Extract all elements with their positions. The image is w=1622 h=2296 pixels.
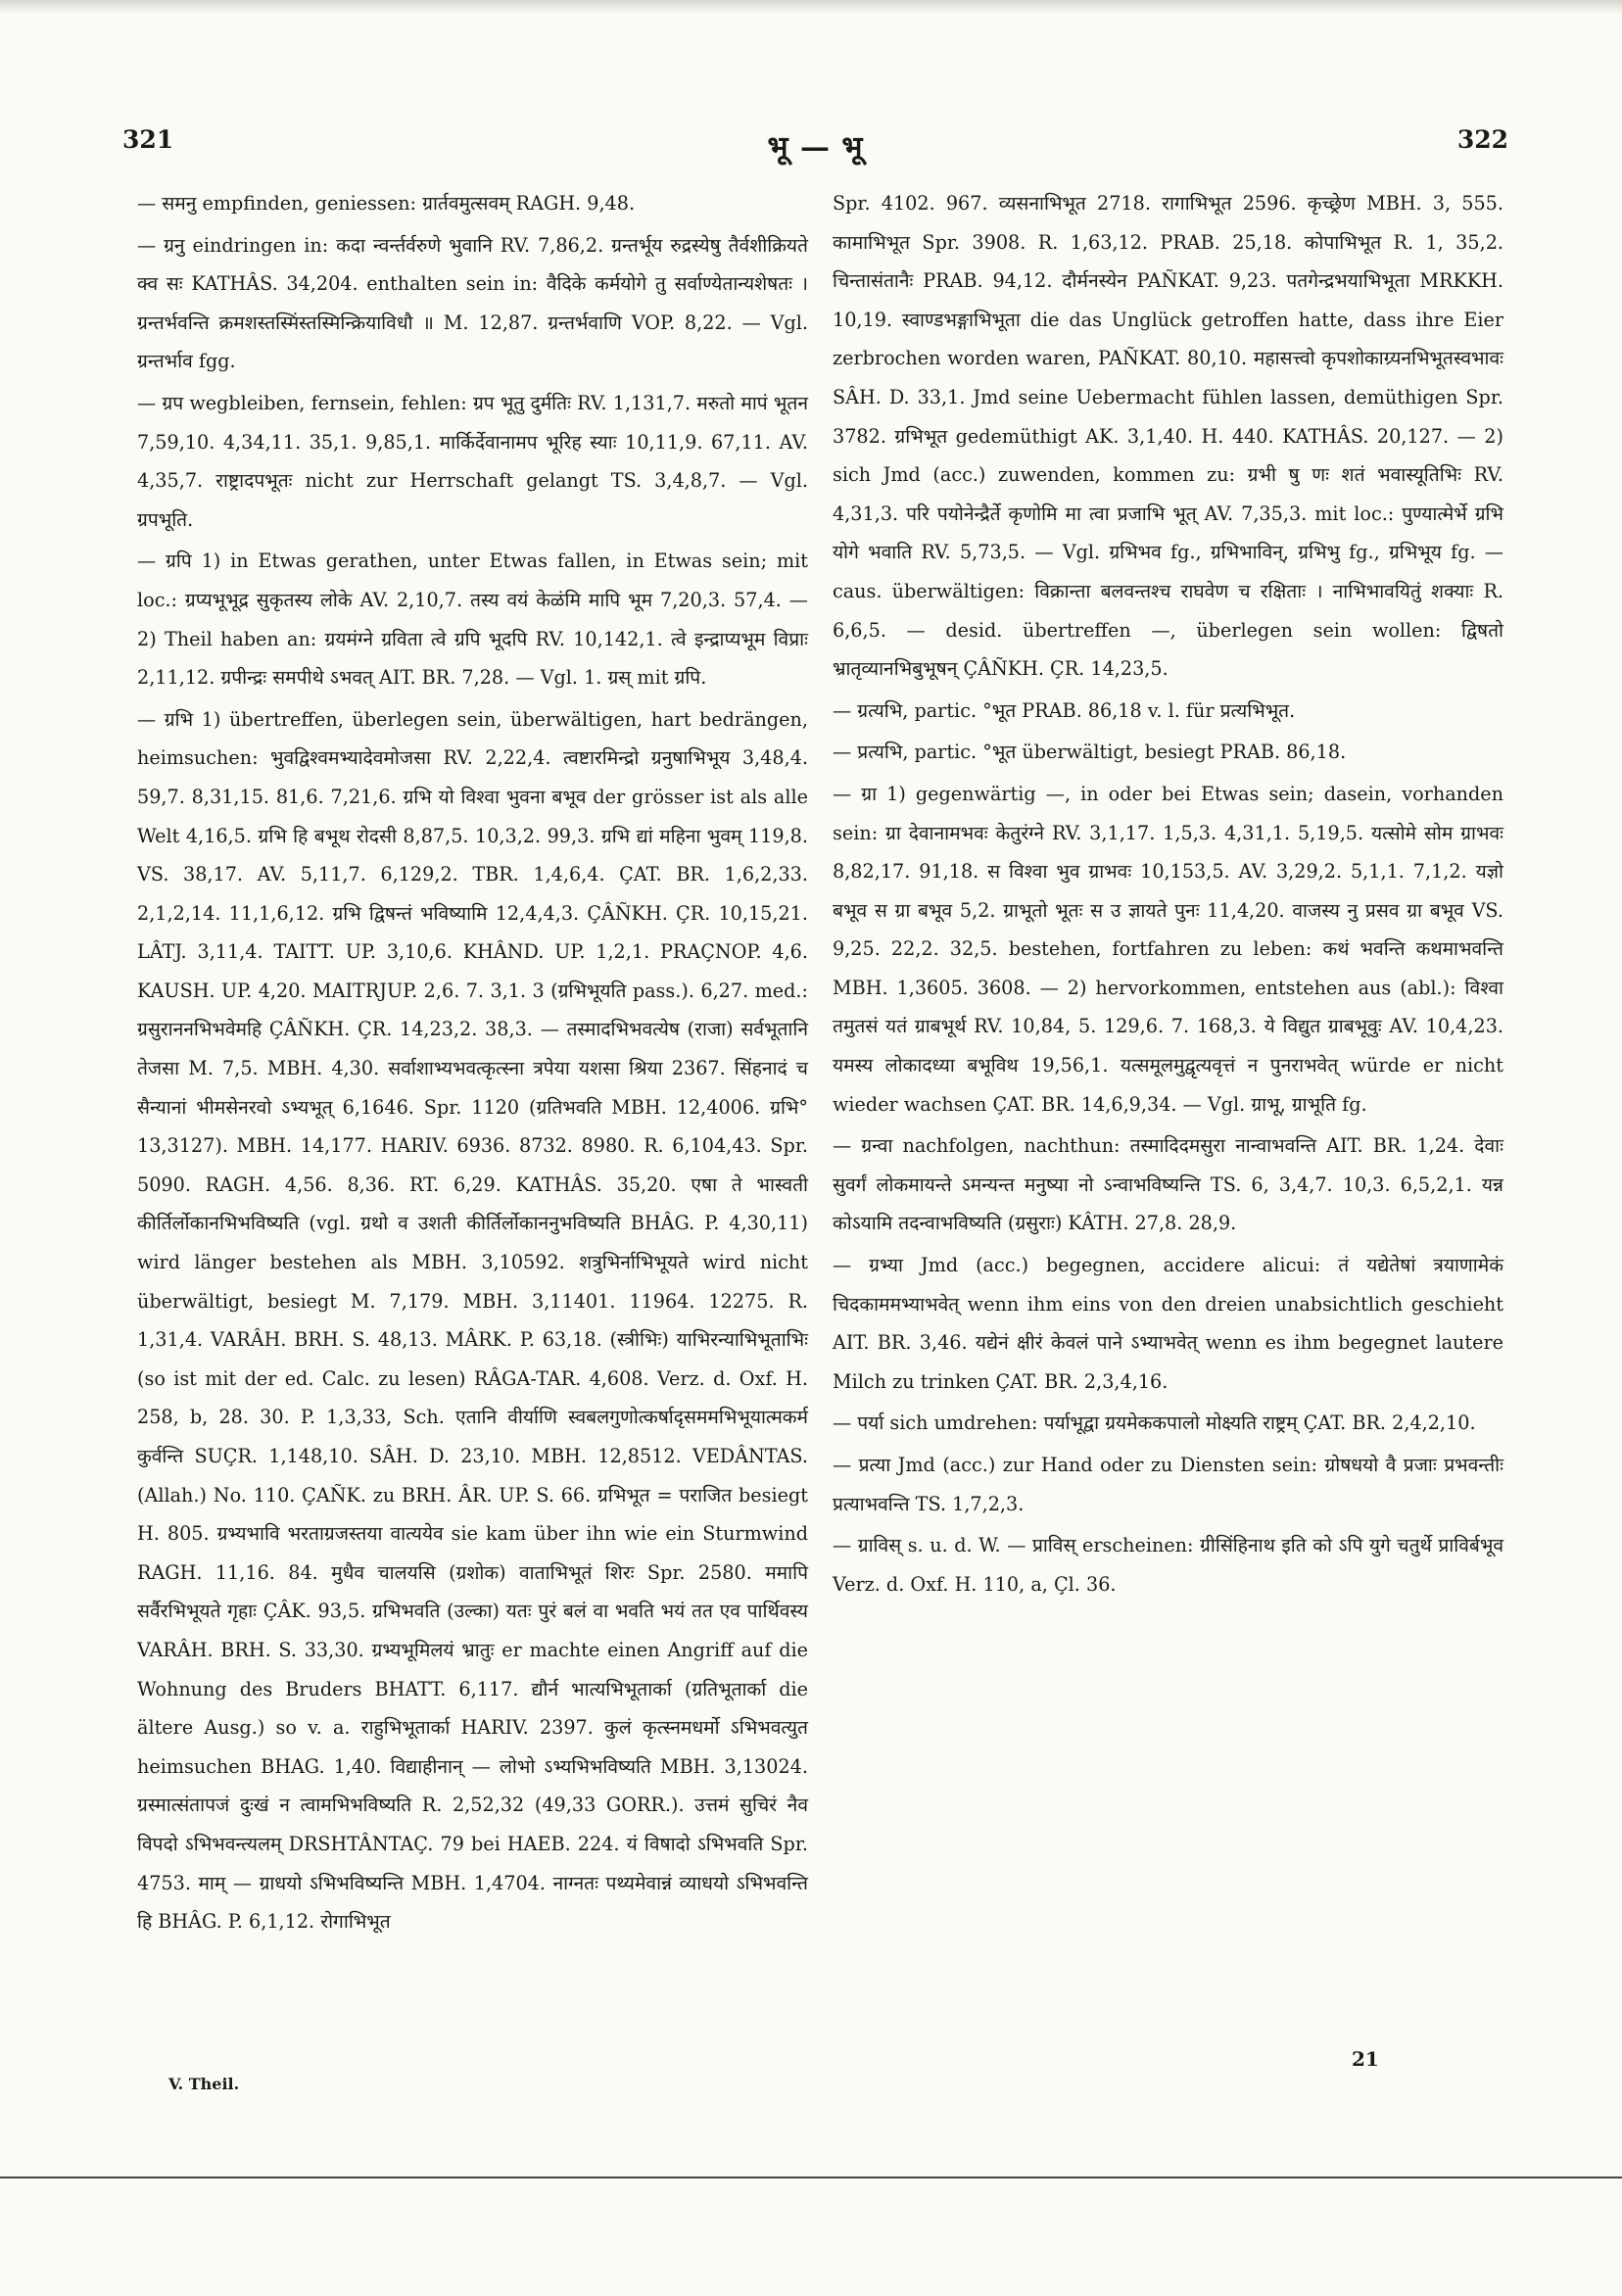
right-paragraph: — ग्रा 1) gegenwärtig —, in oder bei Etwas sein; dasein, vorhanden sein: ग्रा देवानामभवः केतुरंग्ने RV. 3,1,17. 1,5,3. 4,31,1. 5,19,5. यत्सोमे सोम ग्राभवः 8,82,17. 91,18. स विश्वा भुव ग्राभवः 10,153,5. AV. 3,29,2. 5,1,1. 7,1,2. यज्ञो बभूव स ग्रा बभूव 5,2. ग्राभूतो भूतः स उ ज्ञायते पुनः 11,4,20. वाजस्य नु प्रसव ग्रा बभूव VS. 9,25. 22,2. 32,5. bestehen, fortfahren zu leben: कथं भवन्ति कथमाभवन्ति MBH. 1,3605. 3608. — 2) hervorkommen, entstehen aus (abl.): विश्वा तमुतसं यतं ग्राबभूर्थ RV. 10,84, 5. 129,6. 7. 168,3. ये विद्युत ग्राबभूवुः AV. 10,4,23. यमस्य लोकादध्या बभूविथ 19,56,1. यत्समूलमुद्वृत्यवृत्तं न पुनराभवेत् würde er nicht wieder wachsen ÇAT. BR. 14,6,9,34. — Vgl. ग्राभू, ग्राभूति fg. bbox=[833, 782, 1503, 1116]
right-paragraph: — ग्राविस् s. u. d. W. — प्राविस् erscheinen: ग्रीसिंहिनाथ इति को ऽपि युगे चतुर्थे प्राविर्बभूव Verz. d. Oxf. H. 110, a, Çl. 36. bbox=[833, 1534, 1503, 1596]
left-column bbox=[137, 184, 808, 1944]
left-paragraph: — ग्रनु eindringen in: कदा न्वर्न्तर्वरुणे भुवानि RV. 7,86,2. ग्रन्तर्भूय रुद्रस्येषु तैर्वशीक्रियते क्व सः KATHÂS. 34,204. enthalten sein in: वैदिके कर्मयोगे तु सर्वाण्येतान्यशेषतः । ग्रन्तर्भवन्ति क्रमशस्तस्मिंस्तस्मिन्क्रियाविधौ ॥ M. 12,87. ग्रन्तर्भवाणि VOP. 8,22. — Vgl. ग्रन्तर्भाव fgg. bbox=[137, 233, 808, 373]
right-paragraph: — ग्रत्यभि, partic. °भूत PRAB. 86,18 v. l. für प्रत्यभिभूत. bbox=[833, 698, 1296, 722]
left-paragraph: — ग्रभि 1) übertreffen, überlegen sein, überwältigen, hart bedrängen, heimsuchen: भुवद्विश्वमभ्यादेवमोजसा RV. 2,22,4. त्वष्टारमिन्द्रो ग्रनुषाभिभूय 3,48,4. 59,7. 8,31,15. 81,6. 7,21,6. ग्रभि यो विश्वा भुवना बभूव der grösser ist als alle Welt 4,16,5. ग्रभि हि बभूथ रोदसी 8,87,5. 10,3,2. 99,3. ग्रभि द्यां महिना भुवम् 119,8. VS. 38,17. AV. 5,11,7. 6,129,2. TBR. 1,4,6,4. ÇAT. BR. 1,6,2,33. 2,1,2,14. 11,1,6,12. ग्रभि द्विषन्तं भविष्यामि 12,4,4,3. ÇÂÑKH. ÇR. 10,15,21. LÂTJ. 3,11,4. TAITT. UP. 3,10,6. KHÂND. UP. 1,2,1. PRAÇNOP. 4,6. KAUSH. UP. 4,20. MAITRJUP. 2,6. 7. 3,1. 3 (ग्रभिभूयति pass.). 6,27. med.: ग्रसुराननभिभवेमहि ÇÂÑKH. ÇR. 14,23,2. 38,3. — तस्मादभिभवत्येष (राजा) सर्वभूतानि तेजसा M. 7,5. MBH. 4,30. सर्वाशाभ्यभवत्कृत्स्ना त्रपेया यशसा श्रिया 2367. सिंहनादं च सैन्यानां भीमसेनरवो ऽभ्यभूत् 6,1646. Spr. 1120 (ग्रतिभवति MBH. 12,4006. ग्रभि° 13,3127). MBH. 14,177. HARIV. 6936. 8732. 8980. R. 6,104,43. Spr. 5090. RAGH. 4,56. 8,36. RT. 6,29. KATHÂS. 35,20. एषा ते भास्वती कीर्तिर्लोकानभिभविष्यति (vgl. ग्रथो व उशती कीर्तिर्लोकाननुभविष्यति BHÂG. P. 4,30,11) wird länger bestehen als MBH. 3,10592. शत्रुभिर्नाभिभूयते wird nicht überwältigt, besiegt M. 7,179. MBH. 3,11401. 11964. 12275. R. 1,31,4. VARÂH. BRH. S. 48,13. MÂRK. P. 63,18. (स्त्रीभिः) याभिरन्याभिभूताभिः (so ist mit der ed. Calc. zu lesen) RÂGA-TAR. 4,608. Verz. d. Oxf. H. 258, b, 28. 30. P. 1,3,33, Sch. एतानि वीर्याणि स्वबलगुणोत्कर्षादृसममभिभूयात्मकर्म कुर्वन्ति SUÇR. 1,148,10. SÂH. D. 23,10. MBH. 12,8512. VEDÂNTAS. (Allah.) No. 110. ÇAÑK. zu BRH. ÂR. UP. S. 66. ग्रभिभूत = पराजित besiegt H. 805. ग्रभ्यभावि भरताग्रजस्तया वात्ययेव sie kam über ihn wie ein Sturmwind RAGH. 11,16. 84. मुधैव चालयसि (ग्रशोक) वाताभिभूतं शिरः Spr. 2580. ममापि सर्वैरभिभूयते गृहाः ÇÂK. 93,5. ग्रभिभवति (उल्का) यतः पुरं बलं वा भवति भयं तत एव पार्थिवस्य VARÂH. BRH. S. 33,30. ग्रभ्यभूमिलयं भ्रातुः er machte einen Angriff auf die Wohnung des Bruders BHATT. 6,117. द्यौर्न भात्यभिभूतार्का (ग्रतिभूतार्का die ältere Ausg.) so v. a. राहुभिभूतार्का HARIV. 2397. कुलं कृत्स्नमधर्मो ऽभिभवत्युत heimsuchen BHAG. 1,40. विद्याहीनान् — लोभो ऽभ्यभिभविष्यति MBH. 3,13024. ग्रस्मात्संतापजं दुःखं न त्वामभिभविष्यति R. 2,52,32 (49,33 GORR.). उत्तमं सुचिरं नैव विपदो ऽभिभवन्त्यलम् DRSHTÂNTAÇ. 79 bei HAEB. 224. यं विषादो ऽभिभवति Spr. 4753. माम् — ग्राधयो ऽभिभविष्यन्ति MBH. 1,4704. नाग्नतः पथ्यमेवान्नं व्याधयो ऽभिभवन्ति हि BHÂG. P. 6,1,12. रोगाभिभूत bbox=[137, 707, 808, 1934]
left-page-number: 321 bbox=[122, 125, 174, 154]
right-column bbox=[833, 184, 1503, 1606]
right-paragraph: — प्रत्या Jmd (acc.) zur Hand oder zu Diensten sein: ग्रोषधयो वै प्रजाः प्रभवन्तीः प्रत्याभवन्ति TS. 1,7,2,3. bbox=[833, 1454, 1503, 1515]
page-headword: भू — भू bbox=[767, 130, 864, 165]
right-paragraph: — ग्रन्वा nachfolgen, nachthun: तस्मादिदमसुरा नान्वाभवन्ति AIT. BR. 1,24. देवाः सुवर्गं लोकमायन्ते ऽमन्यन्त मनुष्या नो ऽन्वाभविष्यन्ति TS. 6, 3,4,7. 10,3. 6,5,2,1. यन्न कोऽयामि तदन्वाभविष्यति (ग्रसुराः) KÂTH. 27,8. 28,9. bbox=[833, 1134, 1503, 1235]
scan-edge bbox=[0, 0, 1622, 14]
right-page-number: 322 bbox=[1456, 125, 1508, 154]
left-paragraph: — ग्रप wegbleiben, fernsein, fehlen: ग्रप भूतु दुर्मतिः RV. 1,131,7. मरुतो मापं भूतन 7,59,10. 4,34,11. 35,1. 9,85,1. मार्किर्देवानामप भूरिह स्याः 10,11,9. 67,11. AV. 4,35,7. राष्ट्रादपभूतः nicht zur Herrschaft gelangt TS. 3,4,8,7. — Vgl. ग्रपभूति. bbox=[137, 391, 808, 531]
right-paragraph: — ग्रभ्या Jmd (acc.) begegnen, accidere alicui: तं यद्येतेषां त्रयाणामेकं चिदकाममभ्याभवेत् wenn ihm eins von den dreien unabsichtlich geschieht AIT. BR. 3,46. यद्येनं क्षीरं केवलं पाने ऽभ्याभवेत् wenn es ihm begegnet lautere Milch zu trinken ÇAT. BR. 2,3,4,16. bbox=[833, 1254, 1503, 1393]
left-paragraph: — समनु empfinden, geniessen: ग्रार्तवमुत्सवम् RAGH. 9,48. bbox=[137, 192, 636, 215]
right-paragraph: — पर्या sich umdrehen: पर्याभूद्वा ग्रयमेककपालो मोक्ष्यति राष्ट्रम् ÇAT. BR. 2,4,2,10. bbox=[833, 1411, 1476, 1435]
left-paragraph: — ग्रपि 1) in Etwas gerathen, unter Etwas fallen, in Etwas sein; mit loc.: ग्रप्यभूभूद्र सुकृतस्य लोके AV. 2,10,7. तस्य वयं केळंमि मापि भूम 7,20,3. 57,4. — 2) Theil haben an: ग्रयमंग्ने ग्रविता त्वे ग्रपि भूदपि RV. 10,142,1. त्वे इन्द्राप्यभूम विप्राः 2,11,12. ग्रपीन्द्रः समपीथे ऽभवत् AIT. BR. 7,28. — Vgl. 1. ग्रस् mit ग्रपि. bbox=[137, 550, 808, 690]
sheet-signature: 21 bbox=[1352, 2047, 1379, 2071]
right-paragraph: Spr. 4102. 967. व्यसनाभिभूत 2718. रागाभिभूत 2596. कृच्छ्रेण MBH. 3, 555. कामाभिभूत Spr. 3908. R. 1,63,12. PRAB. 25,18. कोपाभिभूत R. 1, 35,2. चिन्तासंतानैः PRAB. 94,12. दौर्मनस्येन PAÑKAT. 9,23. पतगेन्द्रभयाभिभूता MRKKH. 10,19. स्वाण्डभङ्गाभिभूता die das Unglück getroffen hatte, dass ihre Eier zerbrochen worden waren, PAÑKAT. 80,10. महासत्त्वो कृपशोकाग्र्यनभिभूतस्वभावः SÂH. D. 33,1. Jmd seine Uebermacht fühlen lassen, demüthigen Spr. 3782. ग्रभिभूत gedemüthigt AK. 3,1,40. H. 440. KATHÂS. 20,127. — 2) sich Jmd (acc.) zuwenden, kommen zu: ग्रभी षु णः शतं भवास्यूतिभिः RV. 4,31,3. परि पयोनेन्द्रैर्ते कृणोमि मा त्वा प्रजाभि भूत् AV. 7,35,3. mit loc.: पुण्यात्मेर्भे ग्रभि योगे भवाति RV. 5,73,5. — Vgl. ग्रभिभव fg., ग्रभिभाविन्, ग्रभिभु fg., ग्रभिभूय fg. — caus. überwältigen: विक्रान्ता बलवन्तश्च राघवेण च रक्षिताः । नाभिभावयितुं शक्याः R. 6,6,5. — desid. übertreffen —, überlegen sein wollen: द्विषतो भ्रातृव्यानभिबुभूषन् ÇÂÑKH. ÇR. 14,23,5. bbox=[833, 192, 1503, 681]
volume-signature: V. Theil. bbox=[168, 2075, 240, 2093]
right-paragraph: — प्रत्यभि, partic. °भूत überwältigt, besiegt PRAB. 86,18. bbox=[833, 741, 1347, 764]
bottom-rule bbox=[0, 2176, 1622, 2178]
page-header bbox=[122, 125, 1508, 170]
